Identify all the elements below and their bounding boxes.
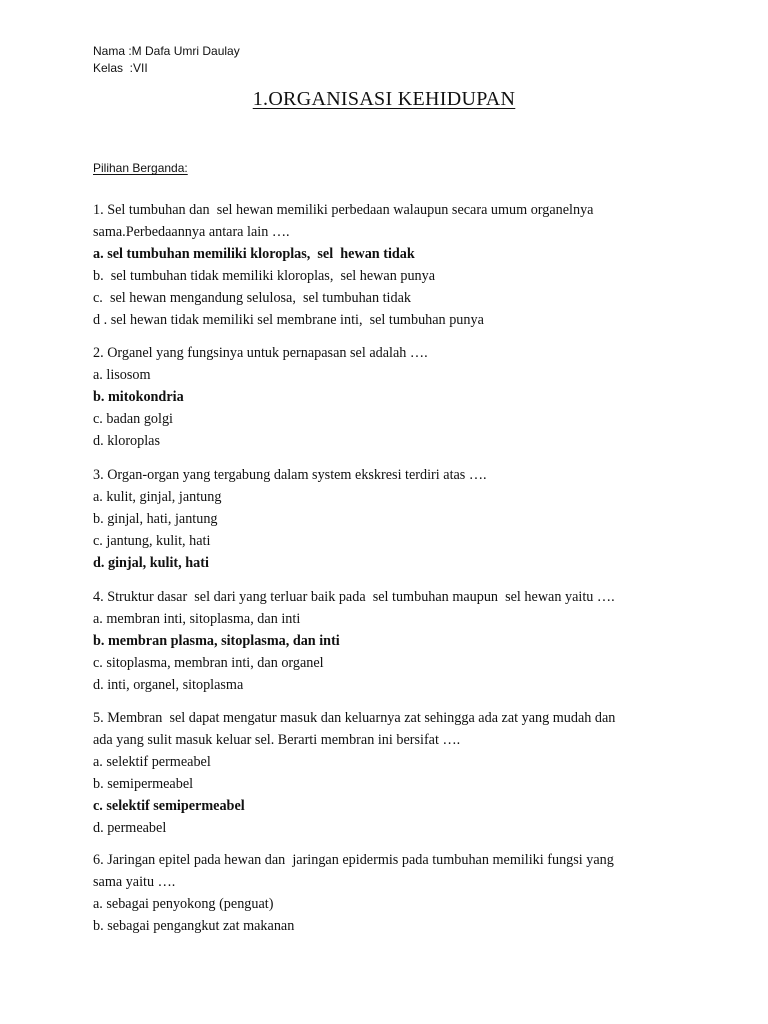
question-4 [93, 586, 693, 696]
option-c: c. selektif semipermeabel [93, 798, 245, 814]
option-a: a. kulit, ginjal, jantung [93, 489, 222, 505]
question-stem-line: 3. Organ-organ yang tergabung dalam system ekskresi terdiri atas …. [93, 467, 487, 483]
option-c: c. sel hewan mengandung selulosa, sel tumbuhan tidak [93, 290, 411, 306]
question-5 [93, 707, 693, 839]
option-c: c. badan golgi [93, 411, 173, 427]
option-d: d . sel hewan tidak memiliki sel membrane inti, sel tumbuhan punya [93, 312, 484, 328]
question-3 [93, 464, 693, 574]
question-6 [93, 849, 693, 937]
section-label: Pilihan Berganda: [93, 161, 188, 175]
option-d: d. inti, organel, sitoplasma [93, 677, 244, 693]
option-a: a. sel tumbuhan memiliki kloroplas, sel hewan tidak [93, 246, 415, 262]
option-b: b. membran plasma, sitoplasma, dan inti [93, 633, 340, 649]
option-c: c. sitoplasma, membran inti, dan organel [93, 655, 324, 671]
question-stem-line: 5. Membran sel dapat mengatur masuk dan keluarnya zat sehingga ada zat yang mudah dan [93, 710, 616, 726]
question-stem-line: sama.Perbedaannya antara lain …. [93, 224, 290, 240]
question-stem-line: 4. Struktur dasar sel dari yang terluar baik pada sel tumbuhan maupun sel hewan yaitu …. [93, 589, 615, 605]
student-name-line: Nama :M Dafa Umri Daulay [93, 44, 240, 58]
option-d: d. permeabel [93, 820, 167, 836]
option-a: a. selektif permeabel [93, 754, 211, 770]
student-class-line: Kelas :VII [93, 61, 148, 75]
page-title [0, 88, 768, 111]
question-stem-line: ada yang sulit masuk keluar sel. Berarti membran ini bersifat …. [93, 732, 461, 748]
question-stem-line: 6. Jaringan epitel pada hewan dan jaringan epidermis pada tumbuhan memiliki fungsi yang [93, 852, 614, 868]
question-stem-line: 2. Organel yang fungsinya untuk pernapasan sel adalah …. [93, 345, 428, 361]
option-b: b. sebagai pengangkut zat makanan [93, 918, 295, 934]
question-1 [93, 199, 693, 331]
option-a: a. sebagai penyokong (penguat) [93, 896, 274, 912]
page-title-text: 1.ORGANISASI KEHIDUPAN [252, 88, 516, 110]
option-b: b. sel tumbuhan tidak memiliki kloroplas, sel hewan punya [93, 268, 436, 284]
option-b: b. mitokondria [93, 389, 184, 405]
option-d: d. kloroplas [93, 433, 160, 449]
option-a: a. lisosom [93, 367, 151, 383]
option-b: b. semipermeabel [93, 776, 194, 792]
option-a: a. membran inti, sitoplasma, dan inti [93, 611, 301, 627]
question-stem-line: 1. Sel tumbuhan dan sel hewan memiliki perbedaan walaupun secara umum organelnya [93, 202, 594, 218]
option-b: b. ginjal, hati, jantung [93, 511, 218, 527]
question-stem-line: sama yaitu …. [93, 874, 176, 890]
option-c: c. jantung, kulit, hati [93, 533, 211, 549]
option-d: d. ginjal, kulit, hati [93, 555, 209, 571]
question-2 [93, 342, 693, 452]
